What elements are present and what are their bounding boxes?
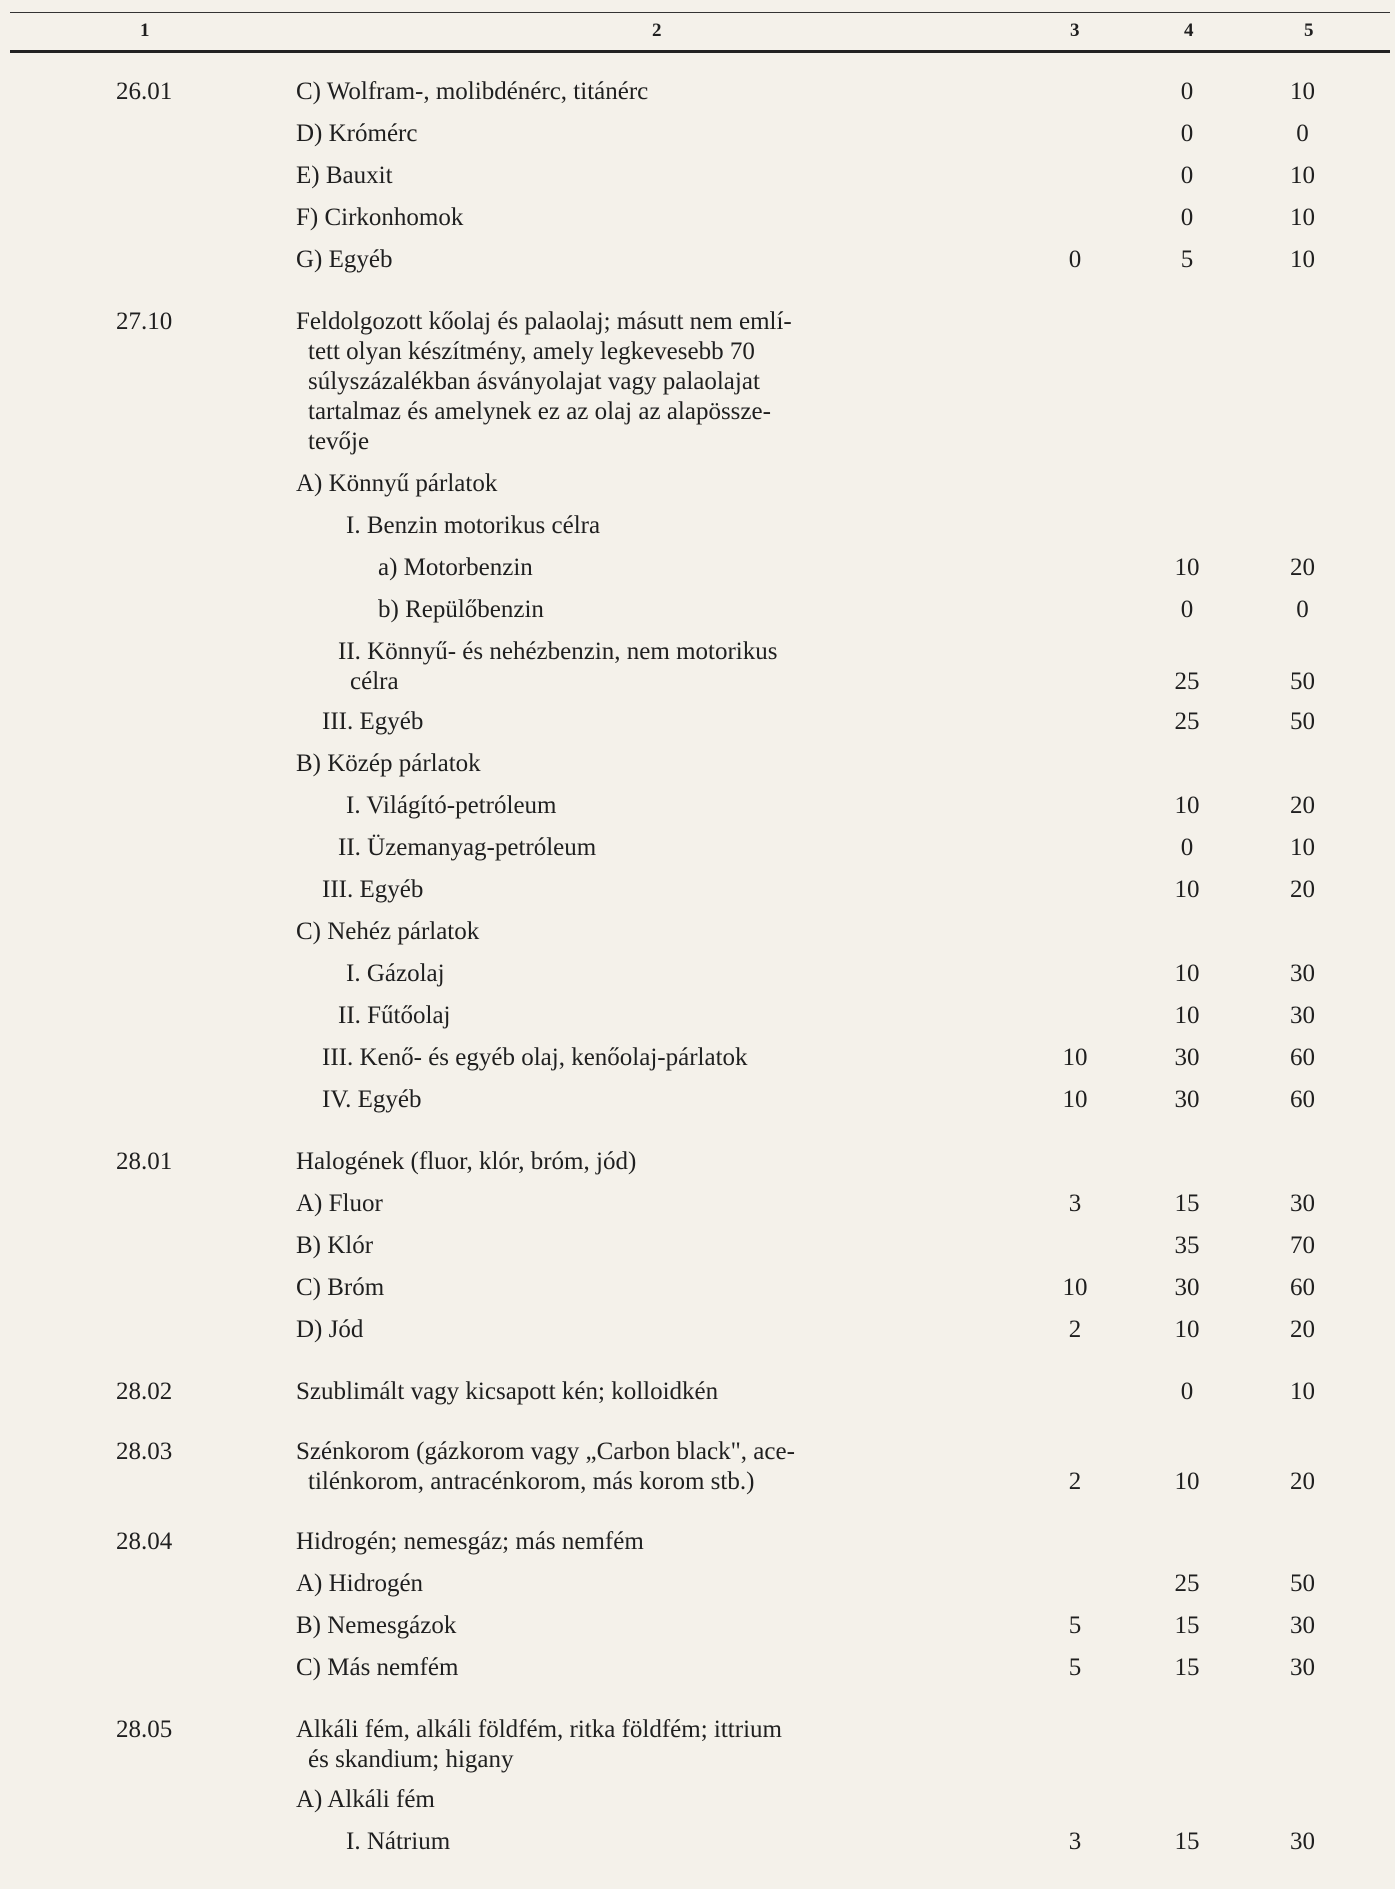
item-description: Halogének (fluor, klór, bróm, jód) xyxy=(296,1148,637,1175)
item-description: G) Egyéb xyxy=(296,246,393,273)
item-description: Alkáli fém, alkáli földfém, ritka földfém; ittrium és skandium; higany xyxy=(296,1716,782,1773)
duty-col-4: 10 xyxy=(1174,792,1200,819)
item-description: III. Egyéb xyxy=(322,876,424,903)
duty-col-5: 30 xyxy=(1290,1612,1315,1639)
tariff-code: 28.01 xyxy=(116,1148,173,1175)
duty-col-5: 30 xyxy=(1290,1828,1315,1855)
duty-col-4: 10 xyxy=(1174,1316,1200,1343)
duty-col-5: 10 xyxy=(1290,78,1315,105)
item-description: II. Könnyű- és nehézbenzin, nem motorikus célra xyxy=(338,638,778,695)
item-description: I. Benzin motorikus célra xyxy=(346,512,601,539)
item-description: III. Egyéb xyxy=(322,708,424,735)
duty-col-4: 30 xyxy=(1174,1044,1200,1071)
item-description: II. Fűtőolaj xyxy=(338,1002,451,1029)
duty-col-4: 0 xyxy=(1180,596,1194,623)
item-description: III. Kenő- és egyéb olaj, kenőolaj-párlatok xyxy=(322,1044,748,1071)
duty-col-3: 3 xyxy=(1068,1828,1082,1855)
duty-col-4: 15 xyxy=(1174,1828,1200,1855)
duty-col-5: 60 xyxy=(1290,1086,1315,1113)
item-description: B) Nemesgázok xyxy=(296,1612,457,1639)
duty-col-4: 0 xyxy=(1180,162,1194,189)
duty-col-5: 70 xyxy=(1290,1232,1315,1259)
duty-col-5: 30 xyxy=(1290,1190,1315,1217)
duty-col-5: 0 xyxy=(1296,596,1309,623)
duty-col-3: 10 xyxy=(1062,1086,1088,1113)
duty-col-4: 10 xyxy=(1174,960,1200,987)
item-description: C) Más nemfém xyxy=(296,1654,459,1681)
duty-col-4: 30 xyxy=(1174,1086,1200,1113)
duty-col-5: 30 xyxy=(1290,1654,1315,1681)
duty-col-4: 0 xyxy=(1180,78,1194,105)
duty-col-4: 0 xyxy=(1180,1378,1194,1405)
duty-col-3: 0 xyxy=(1068,246,1082,273)
item-description: A) Hidrogén xyxy=(296,1570,424,1597)
item-description: IV. Egyéb xyxy=(322,1086,422,1113)
item-description: A) Fluor xyxy=(296,1190,383,1217)
duty-col-5: 20 xyxy=(1290,554,1315,581)
duty-col-4: 15 xyxy=(1174,1190,1200,1217)
duty-col-5: 0 xyxy=(1296,120,1309,147)
duty-col-3: 3 xyxy=(1068,1190,1082,1217)
duty-col-5: 20 xyxy=(1290,876,1315,903)
duty-col-3: 2 xyxy=(1068,1468,1082,1495)
item-description: a) Motorbenzin xyxy=(378,554,533,581)
item-description: A) Alkáli fém xyxy=(296,1786,435,1813)
tariff-code: 28.03 xyxy=(116,1438,173,1465)
duty-col-4: 25 xyxy=(1174,668,1200,695)
duty-col-5: 20 xyxy=(1290,792,1315,819)
item-description: B) Klór xyxy=(296,1232,374,1259)
duty-col-4: 30 xyxy=(1174,1274,1200,1301)
item-description: F) Cirkonhomok xyxy=(296,204,464,231)
item-description: Szénkorom (gázkorom vagy „Carbon black", ace- tilénkorom, antracénkorom, más korom stb.) xyxy=(296,1438,795,1495)
item-description: I. Gázolaj xyxy=(346,960,445,987)
duty-col-5: 10 xyxy=(1290,246,1315,273)
duty-col-5: 60 xyxy=(1290,1044,1315,1071)
duty-col-4: 0 xyxy=(1180,204,1194,231)
duty-col-5: 50 xyxy=(1290,1570,1315,1597)
duty-col-4: 0 xyxy=(1180,834,1194,861)
tariff-code: 28.02 xyxy=(116,1378,173,1405)
duty-col-5: 10 xyxy=(1290,834,1315,861)
tariff-code: 28.05 xyxy=(116,1716,173,1743)
item-description: D) Jód xyxy=(296,1316,364,1343)
duty-col-4: 10 xyxy=(1174,1002,1200,1029)
tariff-code: 28.04 xyxy=(116,1528,173,1555)
duty-col-4: 10 xyxy=(1174,1468,1200,1495)
item-description: Feldolgozott kőolaj és palaolaj; másutt nem emlí- tett olyan készítmény, amely legkevesebb 70 súlyszázalékban ásványolajat vagy palaolajat tartalmaz és amelynek ez az olaj az alapössze- tevője xyxy=(296,308,792,455)
duty-col-3: 2 xyxy=(1068,1316,1082,1343)
header-col-1: 1 xyxy=(140,20,150,41)
item-description: C) Wolfram-, molibdénérc, titánérc xyxy=(296,78,649,105)
tariff-code: 27.10 xyxy=(116,308,173,335)
duty-col-5: 30 xyxy=(1290,960,1315,987)
duty-col-3: 10 xyxy=(1062,1274,1088,1301)
duty-col-3: 5 xyxy=(1068,1612,1082,1639)
duty-col-5: 30 xyxy=(1290,1002,1315,1029)
tariff-code: 26.01 xyxy=(116,78,173,105)
item-description: I. Nátrium xyxy=(346,1828,451,1855)
item-description: B) Közép párlatok xyxy=(296,750,481,777)
header-bottom-rule xyxy=(10,50,1390,53)
item-description: Hidrogén; nemesgáz; más nemfém xyxy=(296,1528,644,1555)
duty-col-5: 10 xyxy=(1290,204,1315,231)
duty-col-4: 25 xyxy=(1174,708,1200,735)
duty-col-5: 50 xyxy=(1290,708,1315,735)
item-description: Szublimált vagy kicsapott kén; kolloidkén xyxy=(296,1378,719,1405)
duty-col-4: 5 xyxy=(1180,246,1194,273)
header-top-rule xyxy=(10,12,1390,13)
item-description: C) Nehéz párlatok xyxy=(296,918,480,945)
duty-col-3: 10 xyxy=(1062,1044,1088,1071)
header-col-5: 5 xyxy=(1304,20,1314,41)
item-description: A) Könnyű párlatok xyxy=(296,470,498,497)
duty-col-4: 10 xyxy=(1174,554,1200,581)
duty-col-4: 0 xyxy=(1180,120,1194,147)
duty-col-5: 10 xyxy=(1290,1378,1315,1405)
item-description: C) Bróm xyxy=(296,1274,385,1301)
duty-col-5: 20 xyxy=(1290,1468,1315,1495)
item-description: b) Repülőbenzin xyxy=(378,596,544,623)
header-col-3: 3 xyxy=(1070,20,1080,41)
header-col-2: 2 xyxy=(652,20,662,41)
duty-col-4: 25 xyxy=(1174,1570,1200,1597)
duty-col-5: 50 xyxy=(1290,668,1315,695)
item-description: II. Üzemanyag-petróleum xyxy=(338,834,597,861)
item-description: D) Krómérc xyxy=(296,120,418,147)
duty-col-5: 20 xyxy=(1290,1316,1315,1343)
duty-col-4: 15 xyxy=(1174,1654,1200,1681)
duty-col-3: 5 xyxy=(1068,1654,1082,1681)
header-col-4: 4 xyxy=(1184,20,1194,41)
item-description: E) Bauxit xyxy=(296,162,393,189)
item-description: I. Világító-petróleum xyxy=(346,792,557,819)
duty-col-4: 15 xyxy=(1174,1612,1200,1639)
duty-col-4: 10 xyxy=(1174,876,1200,903)
duty-col-5: 60 xyxy=(1290,1274,1315,1301)
duty-col-4: 35 xyxy=(1174,1232,1200,1259)
duty-col-5: 10 xyxy=(1290,162,1315,189)
